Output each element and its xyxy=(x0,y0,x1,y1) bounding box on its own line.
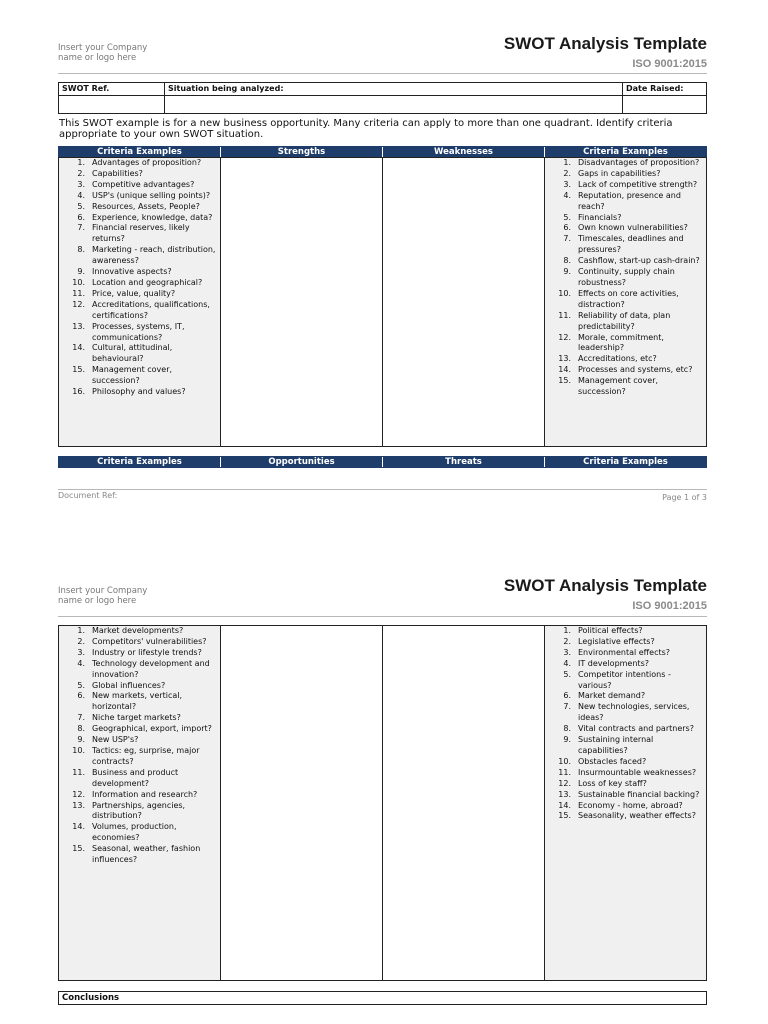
intro-paragraph: This SWOT example is for a new business opportunity. Many criteria can apply to more than one quadrant. Identify criteria appropriate to your own SWOT situation. xyxy=(59,118,673,140)
weaknesses-entry-cell[interactable] xyxy=(383,158,545,446)
list-item-text: Seasonal, weather, fashion influences? xyxy=(92,844,201,865)
list-item-text: Morale, commitment, leadership? xyxy=(578,332,664,353)
document-title: SWOT Analysis Template xyxy=(503,34,707,53)
list-item xyxy=(545,213,706,224)
list-item-number: 12. xyxy=(558,778,571,788)
list-item xyxy=(59,844,220,866)
list-item xyxy=(59,267,220,278)
list-item xyxy=(59,202,220,213)
list-item-text: Philosophy and values? xyxy=(92,387,186,397)
list-item xyxy=(59,724,220,735)
list-item xyxy=(545,659,706,670)
list-item-number: 2. xyxy=(563,636,571,646)
list-item xyxy=(545,223,706,234)
list-item-text: Accreditations, etc? xyxy=(578,354,657,364)
list-item xyxy=(545,735,706,757)
header-criteria-examples-right-2: Criteria Examples xyxy=(583,457,668,467)
weakness-criteria-column xyxy=(545,158,706,446)
list-item-number: 13. xyxy=(72,800,85,810)
list-item xyxy=(59,735,220,746)
opportunity-criteria-column xyxy=(59,626,221,980)
list-item-text: Processes and systems, etc? xyxy=(578,365,693,375)
strength-criteria-column xyxy=(59,158,221,446)
list-item-number: 5. xyxy=(563,212,571,222)
list-item-number: 13. xyxy=(72,321,85,331)
header-threats: Threats xyxy=(383,457,545,467)
list-item-number: 2. xyxy=(77,636,85,646)
list-item-number: 15. xyxy=(558,376,571,386)
list-item-text: Reliability of data, plan predictability? xyxy=(578,310,671,331)
list-item xyxy=(59,300,220,322)
list-item xyxy=(59,278,220,289)
list-item-text: Cashflow, start-up cash-drain? xyxy=(578,256,700,266)
list-item xyxy=(59,245,220,267)
list-item-text: Seasonality, weather effects? xyxy=(578,811,696,821)
company-logo-placeholder: Insert your Company name or logo here xyxy=(58,43,148,63)
list-item-text: Information and research? xyxy=(92,789,198,799)
list-item-number: 9. xyxy=(77,267,85,277)
strengths-entry-cell[interactable] xyxy=(221,158,383,446)
list-item-number: 15. xyxy=(72,365,85,375)
list-item-text: Price, value, quality? xyxy=(92,288,176,298)
list-item-number: 1. xyxy=(77,158,85,167)
list-item-text: Loss of key staff? xyxy=(578,778,647,788)
list-item-number: 11. xyxy=(558,310,571,320)
swot-grid-strengths-weaknesses xyxy=(58,157,707,447)
list-item-number: 11. xyxy=(558,767,571,777)
list-item-text: Location and geographical? xyxy=(92,277,203,287)
list-item xyxy=(59,322,220,344)
list-item xyxy=(59,768,220,790)
list-item xyxy=(59,681,220,692)
list-item-text: Sustainable financial backing? xyxy=(578,789,700,799)
list-item xyxy=(545,648,706,659)
list-item-number: 6. xyxy=(77,212,85,222)
list-item xyxy=(545,626,706,637)
list-item xyxy=(59,289,220,300)
list-item xyxy=(59,158,220,169)
list-item-number: 16. xyxy=(72,387,85,397)
list-item-text: Partnerships, agencies, distribution? xyxy=(92,800,186,821)
list-item-text: Insurmountable weaknesses? xyxy=(578,767,697,777)
list-item-number: 12. xyxy=(72,299,85,309)
list-item-text: Industry or lifestyle trends? xyxy=(92,647,202,657)
swot-ref-cell[interactable] xyxy=(59,83,165,113)
list-item xyxy=(545,191,706,213)
list-item-number: 9. xyxy=(563,267,571,277)
list-item xyxy=(59,691,220,713)
list-item-text: Innovative aspects? xyxy=(92,267,172,277)
list-item xyxy=(59,213,220,224)
list-item xyxy=(545,365,706,376)
list-item-text: Effects on core activities, distraction? xyxy=(578,288,679,309)
list-item-number: 9. xyxy=(563,735,571,745)
list-item-text: Technology development and innovation? xyxy=(92,658,210,679)
list-item-number: 1. xyxy=(563,626,571,635)
list-item-number: 13. xyxy=(558,789,571,799)
list-item-text: Political effects? xyxy=(578,626,643,635)
list-item-number: 15. xyxy=(72,844,85,854)
list-item-number: 4. xyxy=(563,658,571,668)
list-item xyxy=(59,801,220,823)
list-item xyxy=(59,713,220,724)
company-logo-placeholder-2: Insert your Company name or logo here xyxy=(58,586,148,606)
list-item-number: 8. xyxy=(563,724,571,734)
list-item-number: 15. xyxy=(558,811,571,821)
list-item xyxy=(545,158,706,169)
list-item-text: Financials? xyxy=(578,212,622,222)
ref-table-row-divider xyxy=(59,95,706,96)
list-item-number: 7. xyxy=(563,234,571,244)
list-item xyxy=(59,169,220,180)
list-item-text: Global influences? xyxy=(92,680,166,690)
list-item xyxy=(59,387,220,398)
list-item-text: New technologies, services, ideas? xyxy=(578,702,690,723)
list-item-text: Business and product development? xyxy=(92,767,179,788)
list-item xyxy=(59,746,220,768)
list-item-number: 6. xyxy=(563,691,571,701)
list-item xyxy=(545,637,706,648)
header-criteria-examples-left: Criteria Examples xyxy=(59,147,221,157)
list-item-number: 14. xyxy=(72,822,85,832)
date-raised-cell[interactable] xyxy=(623,83,706,113)
list-item-text: Obstacles faced? xyxy=(578,756,647,766)
list-item-text: Financial reserves, likely returns? xyxy=(92,223,190,244)
document-title-2: SWOT Analysis Template xyxy=(503,576,707,595)
list-item-number: 4. xyxy=(77,658,85,668)
list-item-text: Volumes, production, economies? xyxy=(92,822,177,843)
list-item xyxy=(545,801,706,812)
list-item xyxy=(59,822,220,844)
list-item-number: 7. xyxy=(77,223,85,233)
list-item xyxy=(545,333,706,355)
threats-entry-cell[interactable] xyxy=(383,626,545,980)
list-item xyxy=(59,648,220,659)
swot-grid-opportunities-threats xyxy=(58,625,707,981)
list-item xyxy=(545,691,706,702)
list-item-number: 4. xyxy=(563,190,571,200)
list-item xyxy=(59,365,220,387)
list-item xyxy=(545,267,706,289)
list-item-text: Competitor intentions - various? xyxy=(578,669,671,690)
list-item-text: Legislative effects? xyxy=(578,636,655,646)
opportunities-entry-cell[interactable] xyxy=(221,626,383,980)
list-item-number: 7. xyxy=(563,702,571,712)
list-item-number: 14. xyxy=(558,800,571,810)
list-item-number: 10. xyxy=(72,745,85,755)
list-item-number: 8. xyxy=(77,724,85,734)
list-item-number: 2. xyxy=(563,168,571,178)
list-item-number: 8. xyxy=(77,245,85,255)
list-item-text: New USP's? xyxy=(92,735,139,745)
list-item xyxy=(59,637,220,648)
list-item-number: 12. xyxy=(558,332,571,342)
list-item-text: Continuity, supply chain robustness? xyxy=(578,267,675,287)
list-item-number: 3. xyxy=(563,179,571,189)
list-item-number: 11. xyxy=(72,767,85,777)
list-item-text: Reputation, presence and reach? xyxy=(578,190,681,211)
list-item-number: 10. xyxy=(72,277,85,287)
list-item-text: Tactics: eg, surprise, major contracts? xyxy=(92,745,200,766)
list-item-text: Economy - home, abroad? xyxy=(578,800,683,810)
header-strengths: Strengths xyxy=(221,147,383,157)
list-item-number: 13. xyxy=(558,354,571,364)
list-item-number: 5. xyxy=(563,669,571,679)
list-item-text: IT developments? xyxy=(578,658,649,668)
list-item-number: 1. xyxy=(563,158,571,167)
list-item-text: Vital contracts and partners? xyxy=(578,724,694,734)
list-item xyxy=(59,223,220,245)
list-item xyxy=(59,343,220,365)
list-item-number: 3. xyxy=(77,647,85,657)
list-item-text: Own known vulnerabilities? xyxy=(578,223,688,233)
header-divider-2 xyxy=(58,616,707,617)
list-item-number: 10. xyxy=(558,288,571,298)
list-item-text: Resources, Assets, People? xyxy=(92,201,200,211)
list-item-number: 6. xyxy=(77,691,85,701)
list-item-text: Accreditations, qualifications, certifications? xyxy=(92,299,210,320)
iso-standard-label: ISO 9001:2015 xyxy=(632,58,707,70)
list-item-text: Lack of competitive strength? xyxy=(578,179,698,189)
list-item xyxy=(545,169,706,180)
list-item xyxy=(59,659,220,681)
situation-cell[interactable] xyxy=(165,83,623,113)
list-item-text: Processes, systems, IT, communications? xyxy=(92,321,185,342)
list-item xyxy=(545,180,706,191)
list-item xyxy=(545,790,706,801)
document-ref-label: Document Ref: xyxy=(58,491,118,500)
list-item-text: Capabilities? xyxy=(92,168,143,178)
list-item xyxy=(545,289,706,311)
list-item-number: 10. xyxy=(558,756,571,766)
list-item xyxy=(59,790,220,801)
list-item-text: New markets, vertical, horizontal? xyxy=(92,691,183,712)
list-item xyxy=(545,757,706,768)
header-divider xyxy=(58,73,707,74)
list-item-number: 11. xyxy=(72,288,85,298)
header-weaknesses: Weaknesses xyxy=(383,147,545,157)
list-item-text: Timescales, deadlines and pressures? xyxy=(578,234,684,255)
swot-reference-table xyxy=(58,82,707,114)
list-item-number: 7. xyxy=(77,713,85,723)
list-item-text: Gaps in capabilities? xyxy=(578,168,661,178)
threat-criteria-column xyxy=(545,626,706,980)
list-item-number: 8. xyxy=(563,256,571,266)
conclusions-box[interactable] xyxy=(58,991,707,1005)
list-item xyxy=(545,702,706,724)
header-criteria-examples-left-2: Criteria Examples xyxy=(59,457,221,467)
list-item-text: Management cover, succession? xyxy=(92,365,173,386)
list-item-text: Competitive advantages? xyxy=(92,179,195,189)
situation-label: Situation being analyzed: xyxy=(168,84,284,93)
list-item xyxy=(545,376,706,398)
list-item xyxy=(545,311,706,333)
list-item-number: 4. xyxy=(77,190,85,200)
list-item xyxy=(545,670,706,692)
list-item-text: Niche target markets? xyxy=(92,713,181,723)
iso-standard-label-2: ISO 9001:2015 xyxy=(632,600,707,612)
list-item-number: 5. xyxy=(77,680,85,690)
conclusions-label: Conclusions xyxy=(62,993,120,1003)
list-item-number: 14. xyxy=(558,365,571,375)
list-item-number: 2. xyxy=(77,168,85,178)
list-item-text: Advantages of proposition? xyxy=(92,158,202,167)
swot-ref-label: SWOT Ref. xyxy=(62,84,110,93)
list-item-text: Geographical, export, import? xyxy=(92,724,212,734)
list-item xyxy=(59,191,220,202)
list-item-text: USP's (unique selling points)? xyxy=(92,190,211,200)
list-item-number: 1. xyxy=(77,626,85,635)
weakness-criteria-list xyxy=(545,158,706,398)
list-item xyxy=(545,768,706,779)
list-item-number: 6. xyxy=(563,223,571,233)
list-item-text: Market developments? xyxy=(92,626,184,635)
list-item-number: 5. xyxy=(77,201,85,211)
list-item-number: 14. xyxy=(72,343,85,353)
list-item-text: Experience, knowledge, data? xyxy=(92,212,213,222)
footer-divider xyxy=(58,489,707,490)
list-item-text: Environmental effects? xyxy=(578,647,671,657)
threat-criteria-list xyxy=(545,626,706,822)
list-item xyxy=(545,354,706,365)
list-item xyxy=(545,256,706,267)
list-item xyxy=(545,779,706,790)
list-item-text: Cultural, attitudinal, behavioural? xyxy=(92,343,173,364)
page-number: Page 1 of 3 xyxy=(662,493,707,502)
list-item-number: 3. xyxy=(77,179,85,189)
list-item xyxy=(545,234,706,256)
header-opportunities: Opportunities xyxy=(221,457,383,467)
list-item-number: 12. xyxy=(72,789,85,799)
list-item xyxy=(59,180,220,191)
strength-criteria-list xyxy=(59,158,220,398)
list-item-text: Competitors' vulnerabilities? xyxy=(92,636,207,646)
swot-header-band-2 xyxy=(58,456,707,468)
list-item-text: Management cover, succession? xyxy=(578,376,659,397)
list-item-text: Market demand? xyxy=(578,691,646,701)
list-item xyxy=(545,724,706,735)
header-criteria-examples-right: Criteria Examples xyxy=(583,147,668,157)
list-item-number: 3. xyxy=(563,647,571,657)
list-item-text: Disadvantages of proposition? xyxy=(578,158,700,167)
list-item xyxy=(545,811,706,822)
list-item-text: Sustaining internal capabilities? xyxy=(578,735,654,755)
list-item-text: Marketing - reach, distribution, awareness? xyxy=(92,245,216,266)
date-raised-label: Date Raised: xyxy=(626,84,684,93)
list-item-number: 9. xyxy=(77,735,85,745)
list-item xyxy=(59,626,220,637)
opportunity-criteria-list xyxy=(59,626,220,866)
